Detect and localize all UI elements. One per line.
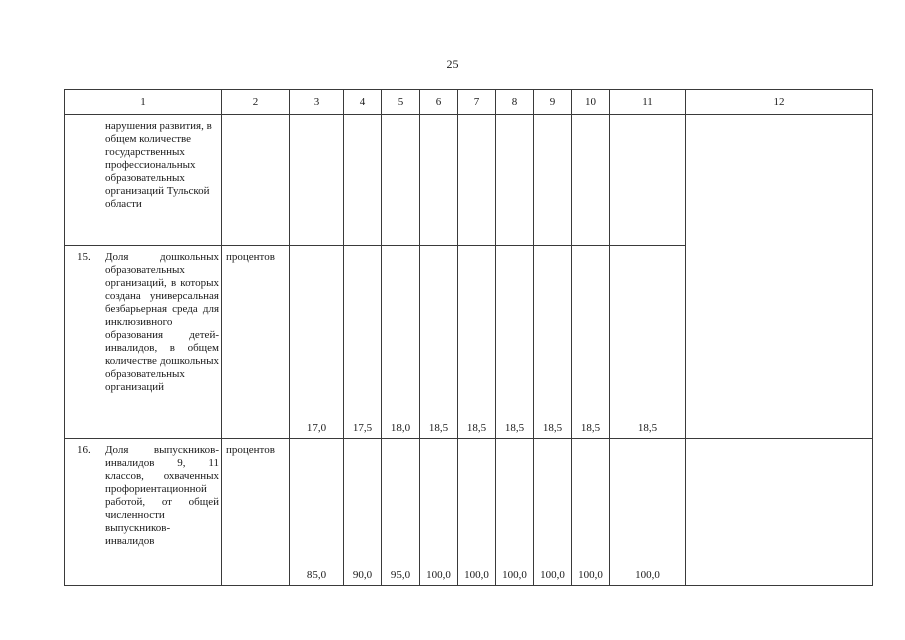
row-number: 15. [77,251,91,263]
header-col-11: 11 [610,90,686,115]
table-row [65,439,873,586]
indicator-name: Доля дошкольных образовательных организаций, в которых создана универсальная безбарьерная среда для инклюзивного образования детей-инвалидов, в общем количестве дошкольных образовательных организаций [105,251,219,393]
indicator-name: нарушения развития, в общем количестве государственных профессиональных образовательных организаций Тульской области [105,120,212,210]
header-col-10: 10 [572,90,610,115]
header-col-6: 6 [420,90,458,115]
value-cell [458,115,496,246]
value-cell [572,115,610,246]
value-cell [534,115,572,246]
value-cell [610,115,686,246]
indicator-name-cell [65,115,222,246]
header-col-8: 8 [496,90,534,115]
header-col-2: 2 [222,90,290,115]
unit-cell: процентов [222,439,290,586]
indicator-name-cell [65,439,222,586]
value-cell: 18,5 [458,246,496,439]
value-cell: 18,5 [420,246,458,439]
header-col-1: 1 [65,90,222,115]
value-cell: 18,5 [610,246,686,439]
value-cell: 85,0 [290,439,344,586]
value-cell: 100,0 [610,439,686,586]
indicators-table [64,89,873,586]
page-number: 25 [446,57,459,71]
value-cell: 18,5 [572,246,610,439]
value-cell: 18,0 [382,246,420,439]
value-cell [382,115,420,246]
value-cell [344,115,382,246]
value-cell: 100,0 [572,439,610,586]
value-cell: 90,0 [344,439,382,586]
unit-cell [222,115,290,246]
value-cell: 18,5 [534,246,572,439]
value-cell [290,115,344,246]
value-cell: 100,0 [496,439,534,586]
header-col-4: 4 [344,90,382,115]
table-row [65,115,873,246]
header-col-7: 7 [458,90,496,115]
value-cell: 100,0 [458,439,496,586]
value-cell: 100,0 [420,439,458,586]
value-cell: 100,0 [534,439,572,586]
value-cell [496,115,534,246]
value-cell: 95,0 [382,439,420,586]
value-cell [420,115,458,246]
value-cell: 18,5 [496,246,534,439]
row-number: 16. [77,444,91,456]
header-col-3: 3 [290,90,344,115]
remark-cell [686,115,873,439]
unit-cell: процентов [222,246,290,439]
indicator-name: Доля выпускников-инвалидов 9, 11 классов, охваченных профориентационной работой, от общей численности выпускников-инвалидов [105,444,219,547]
header-col-12: 12 [686,90,873,115]
header-row [65,90,873,115]
header-col-9: 9 [534,90,572,115]
value-cell: 17,0 [290,246,344,439]
indicator-name-cell [65,246,222,439]
remark-cell [686,439,873,586]
value-cell: 17,5 [344,246,382,439]
header-col-5: 5 [382,90,420,115]
